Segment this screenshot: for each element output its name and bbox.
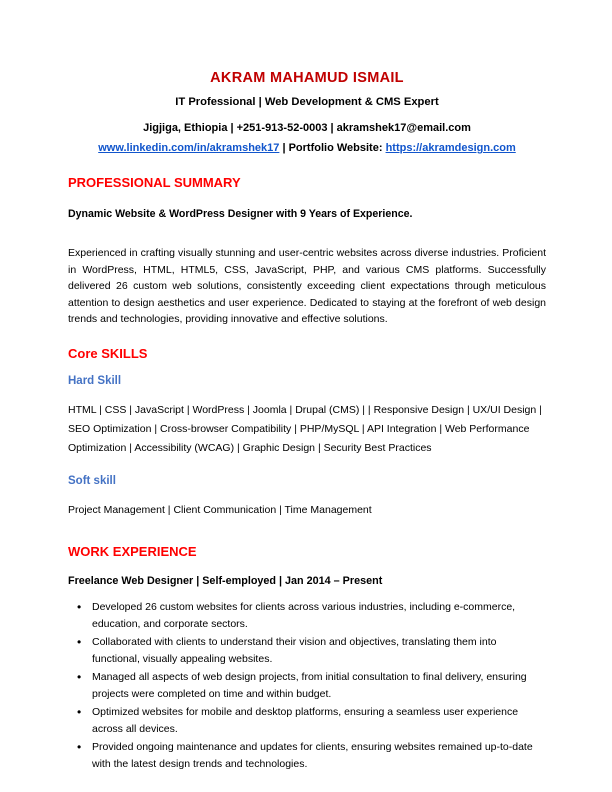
- spacer: [68, 155, 546, 175]
- summary-paragraph: Experienced in crafting visually stunning and user-centric websites across diverse industries. Proficient in WordPress, HTML, HTML5, CSS, JavaScript, PHP, and various CMS platforms. Successfully delivered 26 custom web solutions, consistently exceeding client expectations through meticulous attention to design aesthetics and user experience. Dedicated to staying at the forefront of web design trends and technologies, providing innovative and effective solutions.: [68, 247, 546, 325]
- links-separator: |: [279, 142, 289, 154]
- list-item: [68, 669, 546, 703]
- subsection-heading-hard-skill: Hard Skill: [68, 374, 122, 387]
- bullet-icon: •: [77, 634, 82, 649]
- spacer: [68, 589, 546, 599]
- job-title-line: Freelance Web Designer | Self-employed | Jan 2014 – Present: [68, 574, 383, 587]
- spacer: [68, 520, 546, 544]
- list-item-text: Collaborated with clients to understand their vision and objectives, translating them into functional, visually appealing websites.: [92, 635, 497, 665]
- spacer: [68, 191, 546, 207]
- linkedin-link[interactable]: www.linkedin.com/in/akramshek17: [98, 142, 280, 154]
- spacer: [68, 389, 546, 401]
- summary-lead: Dynamic Website & WordPress Designer with 9 Years of Experience.: [68, 208, 413, 220]
- spacer: [68, 489, 546, 501]
- links-line: [68, 141, 546, 155]
- list-item-text: Optimized websites for mobile and desktop platforms, ensuring a seamless user experience across all devices.: [92, 705, 519, 735]
- spacer: [68, 560, 546, 574]
- portfolio-link[interactable]: https://akramdesign.com: [385, 142, 516, 154]
- candidate-name: AKRAM MAHAMUD ISMAIL: [210, 70, 404, 86]
- candidate-tagline: IT Professional | Web Development & CMS Expert: [175, 96, 439, 108]
- list-item-text: Managed all aspects of web design projects, from initial consultation to final delivery, ensuring projects were completed on time and within budget.: [92, 670, 527, 700]
- spacer: [68, 221, 546, 245]
- bullet-icon: •: [77, 599, 82, 614]
- section-heading-work-experience: WORK EXPERIENCE: [68, 543, 197, 559]
- list-item: [68, 599, 546, 633]
- bullet-icon: •: [77, 669, 82, 684]
- list-item-text: Provided ongoing maintenance and updates for clients, ensuring websites remained up-to-date with the latest design trends and technologies.: [92, 740, 533, 770]
- portfolio-label: Portfolio Website:: [288, 142, 386, 154]
- section-heading-core-skills: Core SKILLS: [68, 345, 148, 361]
- list-item-text: Developed 26 custom websites for clients across various industries, including e-commerce, education, and corporate sectors.: [92, 600, 516, 630]
- spacer: [68, 362, 546, 374]
- list-item: [68, 704, 546, 738]
- resume-content: [68, 0, 546, 774]
- bullet-icon: •: [77, 704, 82, 719]
- bullet-icon: •: [77, 739, 82, 754]
- list-item: [68, 739, 546, 773]
- soft-skills-list: Project Management | Client Communication | Time Management: [68, 503, 372, 516]
- subsection-heading-soft-skill: Soft skill: [68, 474, 116, 487]
- contact-line: Jigjiga, Ethiopia | +251-913-52-0003 | akramshek17@email.com: [143, 122, 471, 134]
- list-item: [68, 634, 546, 668]
- spacer: [68, 458, 546, 474]
- section-heading-professional-summary: PROFESSIONAL SUMMARY: [68, 175, 241, 190]
- hard-skills-list: HTML | CSS | JavaScript | WordPress | Joomla | Drupal (CMS) | | Responsive Design | UX/UI Design | SEO Optimization | Cross-browser Compatibility | PHP/MySQL | API Integration | Web Performance Optimization | Accessibility (WCAG) | Graphic Design | Security Best Practices: [68, 403, 542, 454]
- spacer: [68, 328, 546, 346]
- experience-bullet-list: [68, 599, 546, 773]
